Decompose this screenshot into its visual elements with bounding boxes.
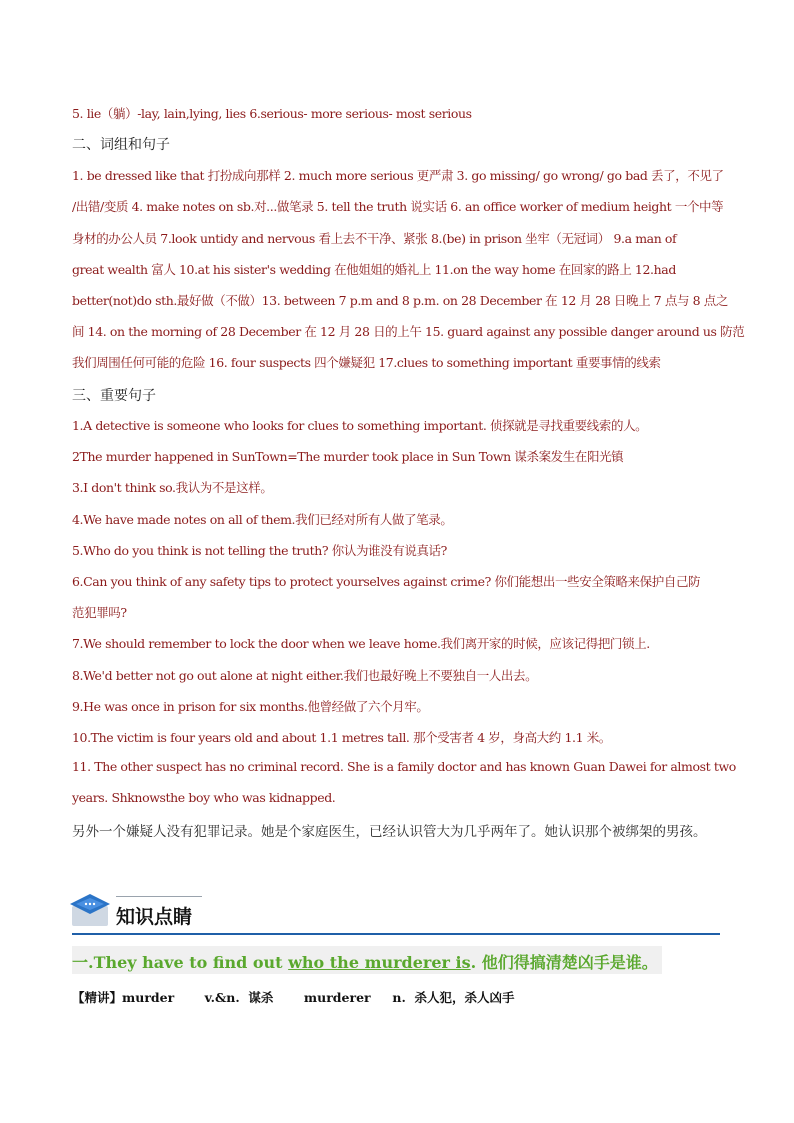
sentence-line: 3.I don't think so.我认为不是这样。: [72, 480, 273, 495]
phrase-line: better(not)do sth.最好做（不做）13. between 7 p.m and 8 p.m. on 28 December 在 12 月 28 日晚上 7 点与 8 点之: [72, 293, 728, 308]
key-point-suffix: . 他们得搞清楚凶手是谁。: [470, 953, 658, 972]
phrase-line: 1. be dressed like that 打扮成向那样 2. much more serious 更严肃 3. go missing/ go wrong/ go bad 丢了，不见了: [72, 168, 724, 183]
sentence-line: 8.We'd better not go out alone at night either.我们也最好晚上不要独自一人出去。: [72, 668, 538, 683]
phrase-line: 间 14. on the morning of 28 December 在 12 月 28 日的上午 15. guard against any possible danger around us 防范: [72, 324, 745, 339]
section-heading-phrases: 二、词组和句子: [72, 137, 170, 153]
section-banner-title: 知识点睛: [116, 906, 193, 928]
vocab-line-5: 5. lie（躺）-lay, lain,lying, lies 6.serious- more serious- most serious: [72, 106, 472, 121]
analysis-line: 【精讲】murder v.&n. 谋杀 murderer n. 杀人犯，杀人凶手: [72, 990, 515, 1005]
phrase-line: /出错/变质 4. make notes on sb.对...做笔录 5. tell the truth 说实话 6. an office worker of medium height 一个中等: [72, 199, 724, 214]
sentence-line: 2The murder happened in SunTown=The murder took place in Sun Town 谋杀案发生在阳光镇: [72, 449, 624, 464]
phrase-line: great wealth 富人 10.at his sister's wedding 在他姐姐的婚礼上 11.on the way home 在回家的路上 12.had: [72, 262, 676, 277]
phrase-line: 身材的办公人员 7.look untidy and nervous 看上去不干净、紧张 8.(be) in prison 坐牢（无冠词） 9.a man of: [72, 231, 677, 246]
section-heading-sentences: 三、重要句子: [72, 388, 156, 404]
phrase-line: 我们周围任何可能的危险 16. four suspects 四个嫌疑犯 17.clues to something important 重要事情的线索: [72, 355, 661, 370]
banner-divider: [116, 896, 202, 897]
sentence-line: 11. The other suspect has no criminal record. She is a family doctor and has known Guan Dawei for almost two: [72, 759, 736, 774]
key-point-sentence: [72, 950, 658, 973]
sentence-translation: 另外一个嫌疑人没有犯罪记录。她是个家庭医生，已经认识管大为几乎两年了。她认识那个被绑架的男孩。: [72, 824, 707, 840]
key-point-prefix: 一.They have to find out: [72, 953, 289, 972]
key-point-underlined: who the murderer is: [288, 953, 471, 972]
sentence-line: 1.A detective is someone who looks for clues to something important. 侦探就是寻找重要线索的人。: [72, 418, 648, 433]
sentence-line: 范犯罪吗?: [72, 605, 127, 620]
sentence-line: years. Shknowsthe boy who was kidnapped.: [72, 790, 336, 805]
sentence-line: 10.The victim is four years old and about 1.1 metres tall. 那个受害者 4 岁，身高大约 1.1 米。: [72, 730, 611, 745]
sentence-line: 6.Can you think of any safety tips to protect yourselves against crime? 你们能想出一些安全策略来保护自己防: [72, 574, 701, 589]
sentence-line: 4.We have made notes on all of them.我们已经对所有人做了笔录。: [72, 512, 453, 527]
banner-rule: [72, 933, 720, 935]
sentence-line: 5.Who do you think is not telling the truth? 你认为谁没有说真话?: [72, 543, 447, 558]
sentence-line: 9.He was once in prison for six months.他曾经做了六个月牢。: [72, 699, 429, 714]
sentence-line: 7.We should remember to lock the door when we leave home.我们离开家的时候，应该记得把门锁上.: [72, 636, 650, 651]
graduation-cap-icon: [68, 892, 112, 932]
